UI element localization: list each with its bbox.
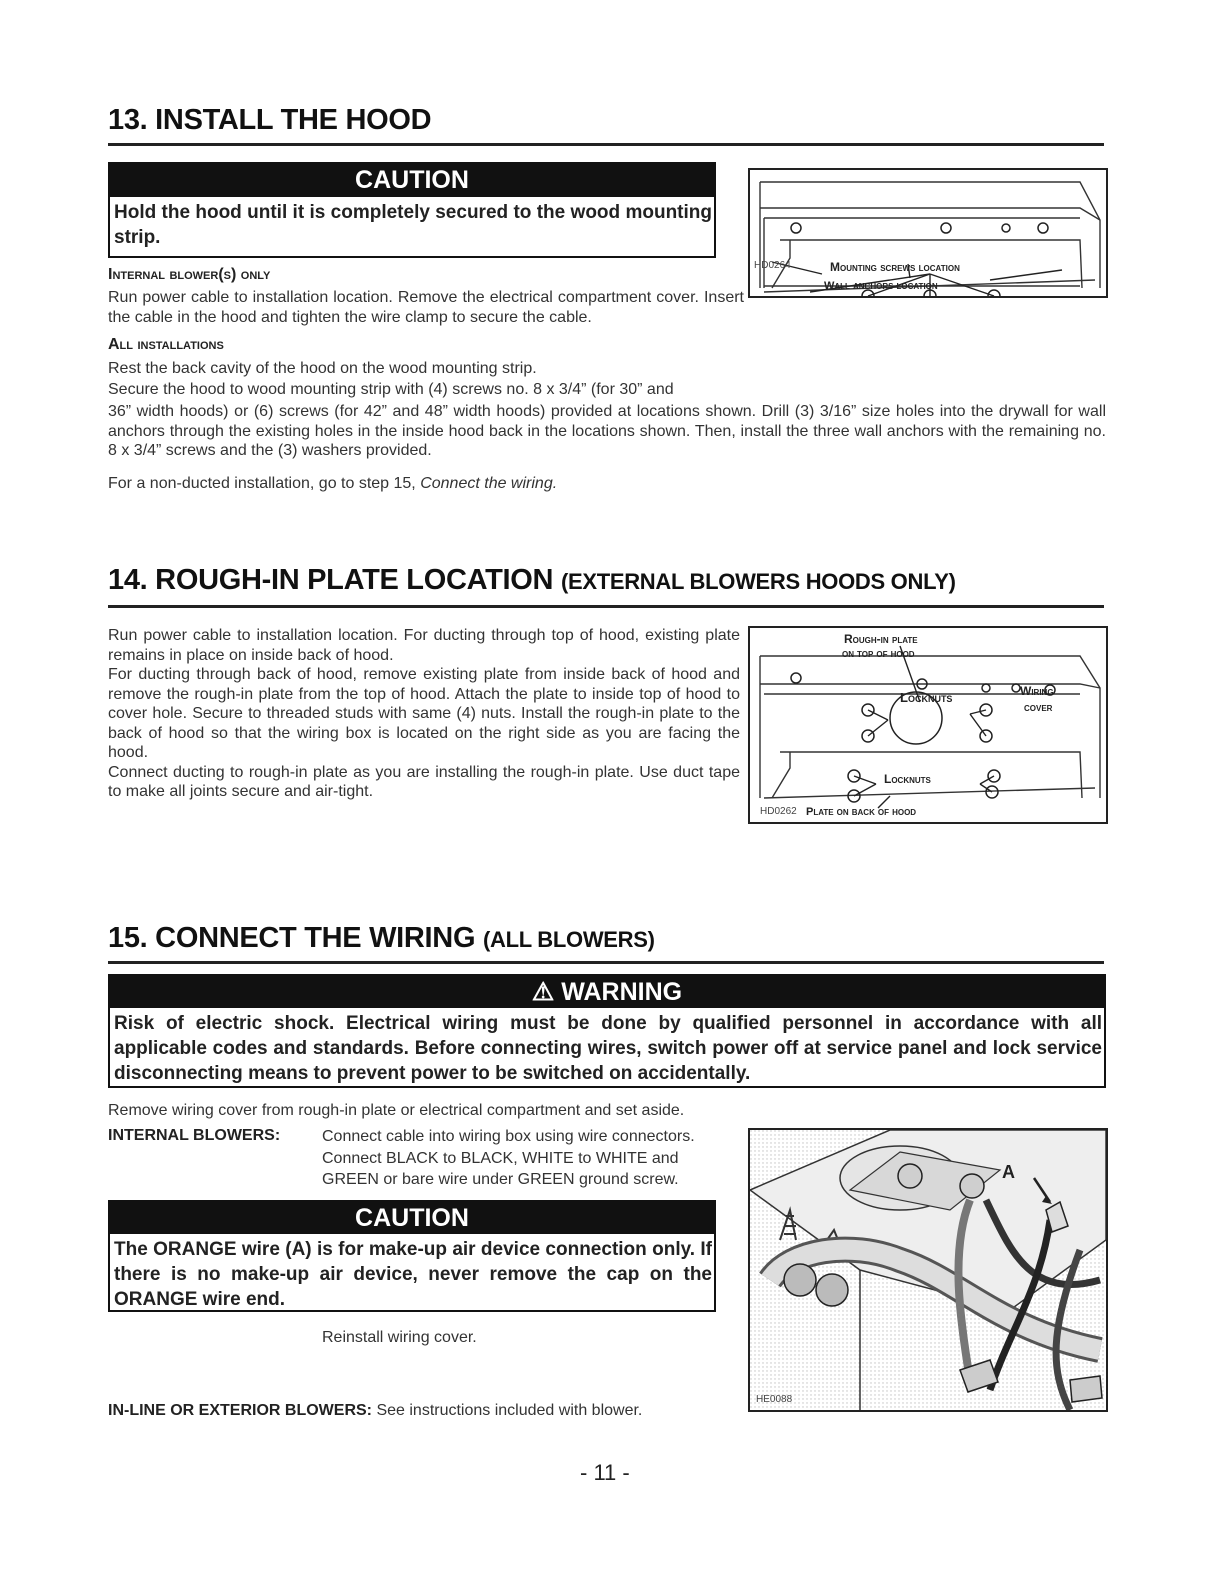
internal-blowers-instructions: [322, 1127, 740, 1190]
paragraph-non-ducted: [108, 474, 1106, 494]
paragraph-internal-blowers: Run power cable to installation location. Remove the electrical compartment cover. Insert the cable in the hood and tighten the wire clamp to secure the cable.: [108, 289, 744, 326]
label-locknuts-top: Locknuts: [900, 690, 953, 705]
label-cover: cover: [1024, 702, 1053, 714]
reinstall-wiring-cover: Reinstall wiring cover.: [322, 1329, 477, 1346]
caution-header-15: CAUTION: [110, 1202, 714, 1234]
paragraph-secure-hood-1: Secure the hood to wood mounting strip with (4) screws no. 8 x 3/4” (for 30” and: [108, 381, 674, 398]
section-15-title-main: 15. CONNECT THE WIRING: [108, 922, 476, 954]
non-ducted-text: For a non-ducted installation, go to step 15,: [108, 475, 421, 492]
section-13-rule: [108, 143, 1104, 146]
label-rough-in-plate: Rough-in plate: [844, 632, 918, 646]
page-number: - 11 -: [580, 1460, 630, 1485]
caution-text-15: The ORANGE wire (A) is for make-up air device connection only. If there is no make-up air device, never remove the cap on the ORANGE wire end.: [114, 1239, 712, 1310]
warning-triangle-icon: ⚠: [531, 978, 555, 1006]
section-15-rule: [108, 961, 1104, 964]
section-14-title-sub: (EXTERNAL BLOWERS HOODS ONLY): [560, 569, 956, 594]
caution-box-15: [108, 1200, 716, 1312]
internal-line-3: GREEN or bare wire under GREEN ground screw.: [322, 1171, 679, 1188]
paragraph-ducting-back: For ducting through back of hood, remove existing plate from inside back of hood and remove the rough-in plate from the top of hood. Attach the plate to inside top of hood to cover hole. Secure to threaded studs with same (4) nuts. Install the rough-in plate to the back of hood so that the wiring box is located on the right side as you are facing the hood.: [108, 666, 740, 761]
subheading-all-installations: All installations: [108, 336, 224, 353]
internal-blowers-label: INTERNAL BLOWERS:: [108, 1127, 281, 1144]
internal-line-2: Connect BLACK to BLACK, WHITE to WHITE and: [322, 1149, 679, 1167]
section-15-title: [108, 922, 655, 955]
hood-diagram-2: [750, 628, 1106, 822]
paragraph-connect-ducting: Connect ducting to rough-in plate as you are installing the rough-in plate. Use duct tape to make all joints secure and air-tight.: [108, 763, 740, 800]
label-plate-on-back-of-hood: Plate on back of hood: [806, 806, 917, 818]
warning-header: [110, 976, 1104, 1008]
section-13-title: 13. INSTALL THE HOOD: [108, 104, 432, 136]
warning-text: Risk of electric shock. Electrical wiring must be done by qualified personnel in accordance with all applicable codes and standards. Before connecting wires, switch power off at service panel and lock service disconnecting means to prevent power to be switched on accidentally.: [114, 1013, 1102, 1084]
section-14-title-main: 14. ROUGH-IN PLATE LOCATION: [108, 564, 554, 596]
subheading-internal-blowers: Internal blower(s) only: [108, 266, 271, 283]
figure-rough-in-plate: [748, 626, 1108, 824]
internal-line-1: Connect cable into wiring box using wire connectors.: [322, 1128, 695, 1145]
inline-exterior-label: IN-LINE OR EXTERIOR BLOWERS:: [108, 1402, 372, 1419]
figure-code-hd0262: HD0262: [760, 806, 797, 817]
wiring-diagram: [750, 1130, 1106, 1410]
paragraph-power-cable: Run power cable to installation location. For ducting through top of hood, existing plate remains in place on inside back of hood.: [108, 627, 740, 664]
inline-exterior-text: See instructions included with blower.: [372, 1402, 643, 1419]
caution-header: CAUTION: [110, 164, 714, 197]
paragraph-rest-hood: Rest the back cavity of the hood on the wood mounting strip.: [108, 360, 537, 377]
hood-diagram-1: [750, 170, 1106, 296]
label-on-top-of-hood: on top of hood: [842, 648, 915, 660]
label-wiring: Wiring: [1020, 684, 1054, 698]
figure-wiring-box: [748, 1128, 1108, 1412]
inline-exterior-blowers: [108, 1401, 748, 1421]
section-14-text: [108, 626, 740, 802]
warning-header-text: WARNING: [561, 978, 683, 1006]
non-ducted-link-text: Connect the wiring.: [420, 475, 558, 492]
paragraph-secure-hood-2: 36” width hoods) or (6) screws (for 42” and 48” width hoods) provided at locations shown. Drill (3) 3/16” size holes into the drywall for wall anchors through the existing holes in the inside hood back in the locations shown. Then, install the three wall anchors with the remaining no. 8 x 3/4” screws and the (3) washers provided.: [108, 403, 1106, 459]
figure-code-hd0264: HD0264: [754, 260, 791, 271]
warning-box: [108, 974, 1106, 1088]
label-a: A: [1002, 1162, 1015, 1182]
label-locknuts-bottom: Locknuts: [884, 772, 931, 786]
caution-box-13: [108, 162, 716, 258]
section-14-rule: [108, 605, 1104, 608]
figure-mounting-screws: [748, 168, 1108, 298]
label-wall-anchors-location: Wall anchors location: [824, 280, 938, 292]
section-14-title: [108, 564, 956, 597]
label-mounting-screws-location: Mounting screws location: [830, 260, 960, 274]
figure-code-he0088: HE0088: [756, 1394, 793, 1405]
section-15-title-sub: (ALL BLOWERS): [482, 927, 655, 952]
caution-text: Hold the hood until it is completely secured to the wood mounting strip.: [114, 202, 712, 248]
paragraph-remove-cover: Remove wiring cover from rough-in plate or electrical compartment and set aside.: [108, 1102, 685, 1119]
